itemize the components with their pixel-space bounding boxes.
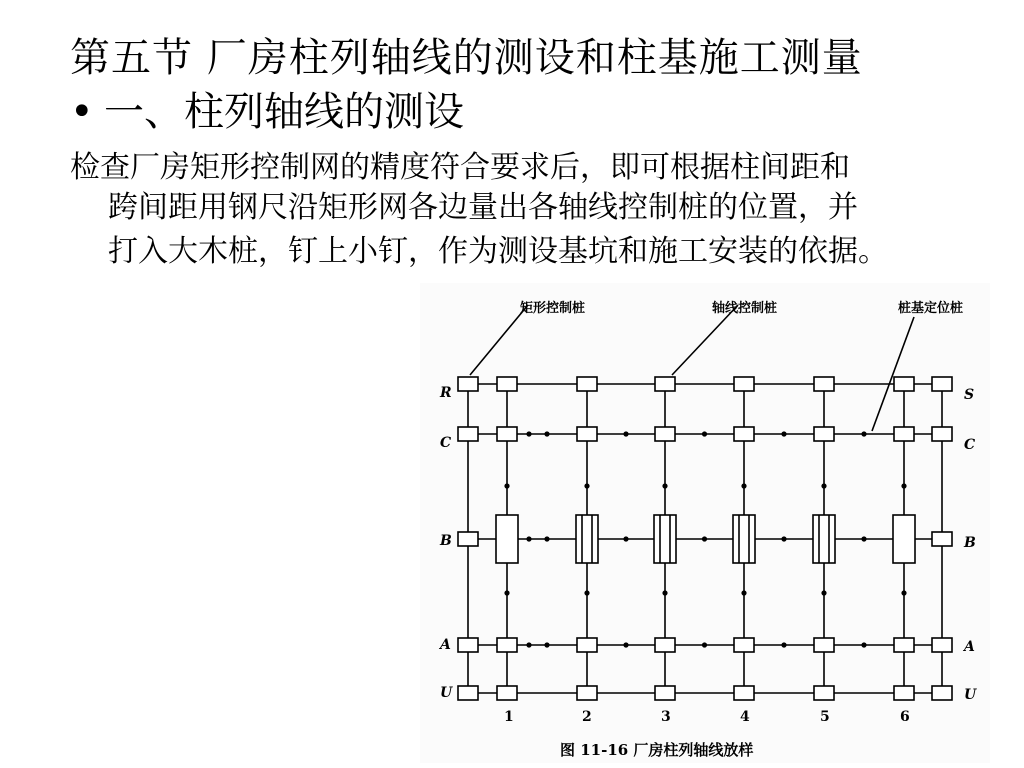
stake-left-3 [458, 638, 478, 652]
stake-bottom-1 [497, 686, 517, 700]
dot-row0-2 [702, 431, 707, 436]
stake-left-2 [458, 532, 478, 546]
dot-col-lower-5 [821, 590, 826, 595]
foundation-rect-1 [496, 515, 518, 563]
stake-bottom-3 [655, 686, 675, 700]
stake-top-3 [655, 377, 675, 391]
dot-row2-4 [861, 642, 866, 647]
stake-bottom-6 [894, 686, 914, 700]
row-label-right-C: C [964, 437, 976, 453]
row-label-left-U: U [440, 685, 453, 701]
column-label-6: 6 [900, 709, 910, 725]
column-axis-figure [420, 283, 990, 763]
callout-axis-control-stake: 轴线控制桩 [712, 301, 778, 316]
stake-rowC-5 [814, 427, 834, 441]
stake-right-1 [932, 427, 952, 441]
dot-row1-1 [623, 536, 628, 541]
foundation-rect-2 [576, 515, 598, 563]
foundation-rect-6 [893, 515, 915, 563]
dot-row0-1 [623, 431, 628, 436]
dot-row0-start [526, 431, 531, 436]
dot-col-lower-4 [741, 590, 746, 595]
column-label-5: 5 [820, 709, 830, 725]
dot-col-upper-4 [741, 483, 746, 488]
stake-bottom-5 [814, 686, 834, 700]
dot-row1-0 [544, 536, 549, 541]
dot-row2-1 [623, 642, 628, 647]
paragraph-line-2: 跨间距用钢尺沿矩形网各边量出各轴线控制桩的位置，并 [108, 190, 858, 225]
dot-row0-4 [861, 431, 866, 436]
paragraph-line-1: 检查厂房矩形控制网的精度符合要求后，即可根据柱间距和 [70, 150, 850, 185]
dot-col-upper-6 [901, 483, 906, 488]
dot-col-lower-2 [584, 590, 589, 595]
foundation-rect-3 [654, 515, 676, 563]
dot-col-upper-5 [821, 483, 826, 488]
stake-top-2 [577, 377, 597, 391]
stake-rowA-1 [497, 638, 517, 652]
column-label-1: 1 [504, 709, 514, 725]
stake-bottom-2 [577, 686, 597, 700]
column-label-4: 4 [740, 709, 750, 725]
stake-rowA-4 [734, 638, 754, 652]
dot-col-upper-3 [662, 483, 667, 488]
stake-right-4 [932, 686, 952, 700]
bullet-symbol: • [70, 89, 94, 135]
dot-col-lower-1 [504, 590, 509, 595]
row-label-right-U: U [964, 687, 977, 703]
stake-right-0 [932, 377, 952, 391]
stake-right-3 [932, 638, 952, 652]
figure-caption: 图 11-16 厂房柱列轴线放样 [560, 741, 754, 759]
dot-row1-3 [781, 536, 786, 541]
dot-row1-start [526, 536, 531, 541]
dot-row1-4 [861, 536, 866, 541]
dot-col-lower-6 [901, 590, 906, 595]
dot-row0-3 [781, 431, 786, 436]
column-label-2: 2 [582, 709, 592, 725]
row-label-left-R: R [440, 385, 452, 401]
row-label-right-S: S [964, 387, 975, 403]
foundation-rect-5 [813, 515, 835, 563]
dot-col-upper-2 [584, 483, 589, 488]
row-label-right-B: B [964, 535, 976, 551]
stake-rowC-2 [577, 427, 597, 441]
row-label-left-A: A [440, 637, 451, 653]
dot-row2-2 [702, 642, 707, 647]
callout-rect-control-stake: 矩形控制桩 [520, 301, 586, 316]
stake-rowC-4 [734, 427, 754, 441]
stake-left-1 [458, 427, 478, 441]
paragraph-line-3: 打入大木桩，钉上小钉，作为测设基坑和施工安装的依据。 [108, 234, 888, 269]
dot-row2-0 [544, 642, 549, 647]
stake-top-4 [734, 377, 754, 391]
dot-row1-2 [702, 536, 707, 541]
dot-col-lower-3 [662, 590, 667, 595]
row-label-left-B: B [440, 533, 452, 549]
dot-row0-0 [544, 431, 549, 436]
stake-left-4 [458, 686, 478, 700]
stake-rowA-2 [577, 638, 597, 652]
stake-rowC-3 [655, 427, 675, 441]
stake-top-5 [814, 377, 834, 391]
stake-rowC-1 [497, 427, 517, 441]
dot-row2-start [526, 642, 531, 647]
body-paragraph [70, 148, 990, 272]
stake-top-6 [894, 377, 914, 391]
dot-row2-3 [781, 642, 786, 647]
stake-rowC-6 [894, 427, 914, 441]
row-label-left-C: C [440, 435, 452, 451]
slide-title: 第五节 厂房柱列轴线的测设和柱基施工测量 [70, 35, 863, 81]
bullet-item [70, 84, 464, 140]
dot-col-upper-1 [504, 483, 509, 488]
stake-left-0 [458, 377, 478, 391]
column-label-3: 3 [661, 709, 671, 725]
stake-rowA-5 [814, 638, 834, 652]
stake-rowA-3 [655, 638, 675, 652]
stake-top-1 [497, 377, 517, 391]
bullet-text: 一、柱列轴线的测设 [104, 89, 464, 135]
stake-right-2 [932, 532, 952, 546]
stake-bottom-4 [734, 686, 754, 700]
foundation-rect-4 [733, 515, 755, 563]
stake-rowA-6 [894, 638, 914, 652]
callout-foundation-stake: 桩基定位桩 [898, 301, 964, 316]
row-label-right-A: A [964, 639, 975, 655]
axis-layout-diagram [420, 283, 990, 763]
